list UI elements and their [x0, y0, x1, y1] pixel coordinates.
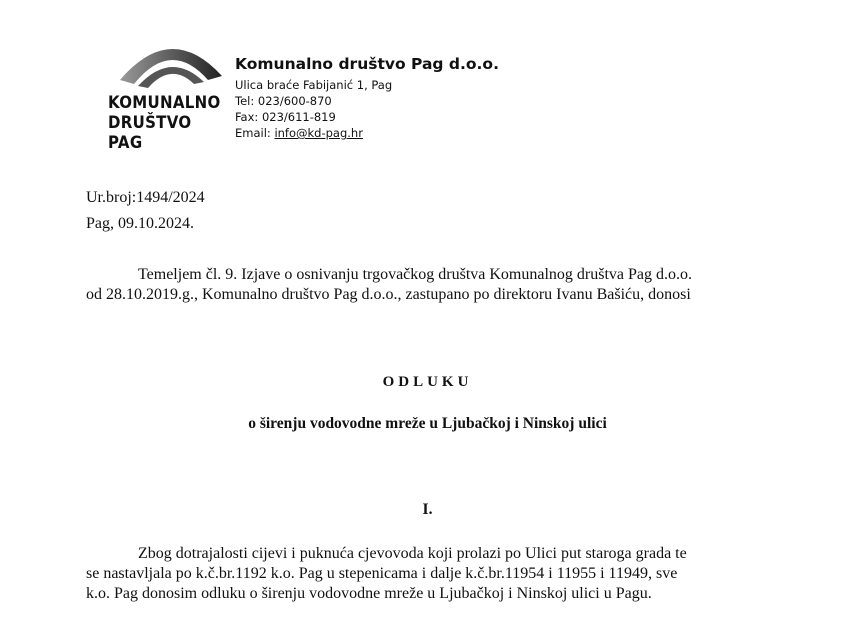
- company-name: Komunalno društvo Pag d.o.o.: [235, 55, 499, 73]
- company-fax: Fax: 023/611-819: [235, 110, 336, 124]
- section-number: I.: [422, 501, 433, 518]
- company-logo: [108, 28, 228, 158]
- logo-text-line-1: KOMUNALNO: [108, 91, 221, 113]
- roof-arcs-icon: [116, 28, 226, 90]
- section-paragraph: [86, 544, 786, 604]
- reference-number: Ur.broj:1494/2024: [86, 189, 205, 206]
- section-line-3: k.o. Pag donosim odluku o širenju vodovodne mreže u Ljubačkoj i Ninskoj ulici u Pagu.: [86, 585, 652, 602]
- document-meta: [86, 185, 205, 237]
- section-line-1: Zbog dotrajalosti cijevi i puknuća cjevovoda koji prolazi po Ulici put staroga grada te: [138, 545, 687, 562]
- document-subtitle: o širenju vodovodne mreže u Ljubačkoj i Ninskoj ulici: [248, 415, 607, 432]
- company-address: Ulica braće Fabijanić 1, Pag: [235, 78, 393, 92]
- place-and-date: Pag, 09.10.2024.: [86, 215, 194, 232]
- logo-text-line-2: DRUŠTVO: [108, 111, 192, 133]
- logo-text-line-3: PAG: [108, 131, 143, 153]
- document-title: ODLUKU: [382, 374, 473, 390]
- intro-line-1: Temeljem čl. 9. Izjave o osnivanju trgovačkog društva Komunalnog društva Pag d.o.o.: [138, 266, 693, 283]
- intro-line-2: od 28.10.2019.g., Komunalno društvo Pag d.o.o., zastupano po direktoru Ivanu Bašiću, donosi: [86, 286, 691, 303]
- company-phone: Tel: 023/600-870: [235, 94, 332, 108]
- email-label: Email:: [235, 126, 271, 140]
- email-link[interactable]: info@kd-pag.hr: [274, 126, 363, 140]
- company-header: [235, 55, 499, 141]
- section-line-2: se nastavljala po k.č.br.1192 k.o. Pag u stepenicama i dalje k.č.br.11954 i 11955 i 11949, sve: [86, 565, 678, 582]
- intro-paragraph: [86, 265, 786, 305]
- company-email-row: [235, 125, 499, 141]
